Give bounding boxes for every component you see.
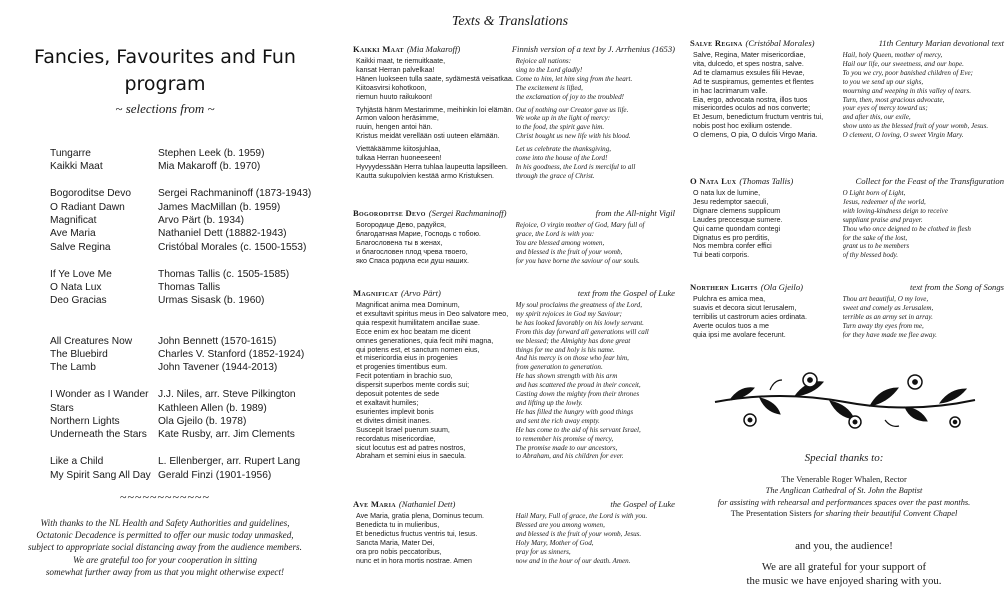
original-line: kansat Herran palvelkaa! — [356, 65, 435, 74]
piece-composer: (Cristóbal Morales) — [745, 38, 815, 48]
original-line: Ave Maria, gratia plena, Dominus tecum. — [356, 512, 485, 520]
original-line: Abraham et semini eius in saecula. — [356, 452, 467, 461]
piece-source: text from the Song of Songs — [910, 282, 1004, 292]
translation-line: Hail, holy Queen, mother of mercy, — [842, 51, 943, 59]
original-line: Kristus meidät verellään osti uuteen elämään. — [356, 132, 500, 141]
work-title: The Bluebird — [50, 349, 108, 361]
translation-line: to remember his promise of mercy, — [515, 434, 614, 443]
original-line: Ad te suspiramus, gementes et flentes — [693, 77, 814, 86]
stanza — [690, 295, 1004, 340]
translation-line: O Light born of Light, — [842, 189, 906, 197]
piece-name: Kaikki Maat — [353, 44, 404, 54]
original-line: Viettäkäämme kiitosjuhlaa, — [356, 145, 441, 154]
translation-line: from generation to generation. — [515, 363, 603, 372]
translation-line: sing to the Lord gladly! — [515, 65, 583, 74]
original-line: O nata lux de lumine, — [693, 189, 761, 197]
piece-source: text from the Gospel of Luke — [577, 288, 675, 298]
original-line: Hänen luokseen tulla saate, sydämestä veisatkaa. — [356, 74, 514, 83]
translation-text — [516, 57, 676, 102]
divider: ~~~~~~~~~~~~ — [120, 490, 210, 504]
translation-line: and has scattered the proud in their conceit, — [515, 381, 641, 390]
piece-name: Salve Regina — [690, 38, 743, 48]
translation-line: The promise made to our ancestors, — [515, 443, 618, 452]
work-title: Northern Lights — [50, 416, 120, 428]
thanks-sisters-line — [680, 508, 1008, 519]
translation-line: mourning and weeping in this valley of tears. — [842, 86, 971, 95]
stanza — [353, 221, 675, 266]
stanza — [690, 51, 1004, 140]
piece-name: Northern Lights — [690, 282, 758, 292]
original-text — [690, 295, 843, 340]
program-row — [50, 361, 311, 374]
piece-source: Collect for the Feast of the Transfiguration — [855, 176, 1004, 186]
translation-line: with loving-kindness deign to receive — [842, 206, 948, 215]
original-text — [690, 51, 843, 140]
translation-line: Let us celebrate the thanksgiving, — [515, 145, 612, 154]
program-row — [50, 402, 311, 415]
translation-text — [843, 189, 1004, 260]
translation-text — [516, 512, 676, 565]
original-line: tulkaa Herran huoneeseen! — [356, 154, 442, 163]
composer-name: Urmas Sisask (b. 1960) — [158, 295, 265, 307]
group-spacer — [50, 321, 311, 334]
texts-title: Texts & Translations — [451, 14, 569, 29]
original-line: Laudes preccesque sumere. — [693, 215, 783, 224]
group-spacer — [50, 442, 311, 455]
composer-name: Kathleen Allen (b. 1989) — [158, 402, 267, 414]
piece-salve-regina — [690, 38, 1004, 144]
translation-line: and sent the rich away empty. — [515, 416, 600, 425]
translation-line: Hail Mary, Full of grace, the Lord is with you. — [515, 512, 648, 520]
original-line: Benedicta tu in mulieribus, — [356, 520, 440, 529]
group-spacer — [50, 308, 311, 321]
original-line: Kautta sukupolvien kestää armo Kristuksen. — [356, 171, 495, 180]
translation-line: suppliant praise and prayer. — [842, 215, 923, 224]
work-title: My Spirit Sang All Day — [50, 469, 151, 481]
translation-line: to the food, the spirit gave him. — [515, 123, 605, 132]
original-line: Hyvyydessään Herra tuhlaa laupeutta lapsilleen. — [356, 162, 508, 171]
program-row — [50, 428, 311, 441]
translation-line: for you have borne the saviour of our souls. — [515, 256, 640, 265]
work-title: Ave Maria — [50, 228, 96, 240]
original-line: recordatus misericordiae, — [356, 434, 436, 443]
translation-line: my spirit rejoices in God my Saviour; — [515, 309, 623, 318]
original-line: O clemens, O pia, O dulcis Virgo Maria. — [693, 131, 818, 140]
translation-line: show unto us the blessed fruit of your womb, Jesus. — [842, 122, 989, 131]
translation-line: Thou art beautiful, O my love, — [842, 295, 929, 303]
original-line: Jesu redemptor saeculi, — [693, 197, 769, 206]
translation-line: Turn away thy eyes from me, — [842, 321, 924, 330]
work-title: Salve Regina — [50, 241, 111, 253]
original-line: terribilis ut castrorum acies ordinata. — [693, 312, 807, 321]
original-line: esurientes implevit bonis — [356, 407, 434, 416]
piece-name: Ave Maria — [353, 499, 396, 509]
translation-line: Rejoice, O virgin mother of God, Mary full of — [515, 221, 645, 229]
group-spacer — [50, 375, 311, 388]
work-title: Tungarre — [50, 148, 91, 159]
piece-header — [353, 208, 675, 219]
original-text — [353, 57, 516, 102]
work-title: Deo Gracias — [50, 295, 107, 307]
original-line: quia ipsi me avolare fecerunt. — [693, 330, 786, 339]
original-line: Ad te clamamus exsules filii Hevae, — [693, 68, 805, 77]
original-line: благодатная Марие, Господь с тобою. — [356, 229, 481, 238]
composer-name: James MacMillan (b. 1959) — [158, 201, 281, 213]
translation-line: grant us to be members — [842, 242, 910, 251]
translation-line: for the sake of the lost, — [842, 233, 908, 242]
original-line: Благословена ты в женах, — [356, 238, 443, 247]
original-line: misericordes oculos ad nos converte; — [693, 104, 811, 113]
original-line: et exaltavit humiles; — [356, 398, 419, 407]
program-row — [50, 187, 311, 200]
translation-line: Holy Mary, Mother of God, — [515, 538, 594, 547]
translation-line: From this day forward all generations will call — [515, 327, 649, 336]
piece-source: 11th Century Marian devotional text — [878, 38, 1004, 48]
translation-line: In his goodness, the Lord is merciful to all — [515, 162, 636, 171]
gratitude-note — [680, 560, 1008, 588]
piece-composer: (Sergei Rachmaninoff) — [428, 208, 507, 218]
piece-source: Finnish version of a text by J. Arrhenius (1653) — [511, 44, 675, 54]
piece-composer: (Arvo Pärt) — [401, 288, 441, 298]
program-row — [50, 388, 311, 401]
translation-line: and blessed is the fruit of your womb, Jesus. — [515, 529, 642, 538]
translation-line: Blessed are you among women, — [515, 520, 605, 529]
original-line: riemun huuto raikukoon! — [356, 92, 433, 101]
original-line: ruuin, hengen antoi hän. — [356, 123, 433, 132]
translation-text — [516, 106, 676, 142]
original-text — [353, 301, 516, 461]
piece-magnificat — [353, 288, 675, 465]
piece-header — [690, 38, 1004, 49]
piece-northern-lights — [690, 282, 1004, 344]
original-line: Dignare clemens supplicum — [693, 206, 781, 215]
composer-name: J.J. Niles, arr. Steve Pilkington — [158, 389, 296, 401]
translation-text — [516, 145, 676, 181]
translation-line: And his mercy is on those who fear him, — [515, 354, 629, 363]
original-line: nunc et in hora mortis nostrae. Amen — [356, 556, 472, 565]
original-line: Et benedictus fructus ventris tui, Iesus. — [356, 529, 478, 538]
translation-line: Hail our life, our sweetness, and our hope. — [842, 59, 964, 68]
piece-name: O Nata Lux — [690, 176, 737, 186]
translation-line: My soul proclaims the greatness of the Lord, — [515, 301, 642, 309]
translation-text — [516, 301, 676, 461]
original-text — [353, 512, 516, 565]
thanks-cathedral-note: for assisting with rehearsal and performances spaces over the past months. — [717, 497, 971, 507]
piece-header — [353, 499, 675, 510]
original-line: Богородице Дево, радуйся, — [356, 221, 446, 229]
stanza — [690, 189, 1004, 260]
group-spacer — [50, 254, 311, 267]
program-row — [50, 294, 311, 307]
piece-source: the Gospel of Luke — [610, 499, 675, 509]
program-row — [50, 335, 311, 348]
piece-header — [690, 282, 1004, 293]
piece-header — [353, 44, 675, 55]
translation-line: Turn, then, most gracious advocate, — [842, 95, 945, 104]
composer-name: Thomas Tallis — [158, 282, 221, 294]
original-line: Nos membra confer effici — [693, 242, 772, 251]
translation-line: Jesus, redeemer of the world, — [842, 197, 926, 206]
original-line: Dignatus es pro perditis, — [693, 233, 770, 242]
original-line: nobis post hoc exilium ostende. — [693, 122, 792, 131]
composer-name: Kate Rusby, arr. Jim Clements — [158, 429, 295, 441]
translation-line: through the grace of Christ. — [515, 171, 595, 180]
work-title: Underneath the Stars — [50, 429, 147, 441]
work-title: Stars — [50, 402, 74, 414]
translation-line: your eyes of mercy toward us; — [842, 104, 928, 113]
original-line: suavis et decora sicut Ierusalem, — [693, 303, 797, 312]
thanks-sisters-note: for sharing their beautiful Convent Chapel — [813, 508, 958, 518]
audience-line: and you, the audience! — [795, 540, 893, 552]
piece-kaikki-maat — [353, 44, 675, 185]
original-text — [353, 106, 516, 142]
original-line: Averte oculos tuos a me — [693, 321, 769, 330]
translation-line: terrible as an army set in array. — [842, 312, 933, 321]
translation-text — [516, 221, 676, 266]
translation-line: and blessed is the fruit of your womb, — [515, 247, 623, 256]
program-row — [50, 160, 311, 173]
thanks-line: somewhat further away from us that you might otherwise expect! — [45, 566, 285, 577]
piece-composer: (Nathaniel Dett) — [398, 499, 456, 509]
program-subtitle: ~ selections from ~ — [115, 101, 215, 116]
original-line: omnes generationes, quia fecit mihi magna, — [356, 336, 494, 345]
original-text — [690, 189, 843, 260]
composer-name: Cristóbal Morales (c. 1500-1553) — [158, 241, 307, 253]
program-list — [50, 147, 311, 482]
stanza — [353, 57, 675, 102]
translation-line: He has come to the aid of his servant Israel, — [515, 425, 641, 434]
original-line: яко Спаса родила еси душ наших. — [356, 256, 470, 265]
translation-line: and lifting up the lowly. — [515, 398, 583, 407]
thanks-sisters: The Presentation Sisters — [730, 508, 812, 518]
translation-line: and after this, our exile, — [842, 113, 911, 122]
program-row — [50, 415, 311, 428]
work-title: I Wonder as I Wander — [50, 389, 149, 401]
piece-composer: (Thomas Tallis) — [739, 176, 794, 186]
translation-text — [843, 295, 1004, 340]
translation-line: of thy blessed body. — [842, 251, 899, 260]
safety-thanks-note — [0, 517, 330, 578]
piece-source: from the All-night Vigil — [595, 208, 675, 218]
translation-line: to you we send up our sighs, — [842, 77, 924, 86]
composer-name: Ola Gjeilo (b. 1978) — [158, 416, 247, 428]
work-title: Like a Child — [50, 456, 104, 468]
original-line: quia respexit humilitatem ancillae suae. — [356, 318, 480, 327]
composer-name: Sergei Rachmaninoff (1873-1943) — [158, 188, 312, 200]
stanza — [353, 145, 675, 181]
gratitude-line1: We are all grateful for your support of — [761, 561, 927, 573]
piece-composer: (Mia Makaroff) — [406, 44, 461, 54]
program-row — [50, 455, 311, 468]
texts-panel — [345, 0, 675, 612]
program-row — [50, 201, 311, 214]
floral-ornament-icon — [710, 360, 980, 440]
original-line: Sancta Maria, Mater Dei, — [356, 538, 435, 547]
translation-line: You are blessed among women, — [515, 238, 605, 247]
translation-line: now and in the hour of our death. Amen. — [515, 556, 631, 565]
translation-line: to Abraham, and his children for ever. — [515, 452, 624, 461]
program-row — [50, 147, 311, 160]
thanks-cathedral: The Anglican Cathedral of St. John the Baptist — [765, 486, 923, 496]
original-text — [353, 145, 516, 181]
stanza — [353, 106, 675, 142]
composer-name: John Bennett (1570-1615) — [158, 335, 277, 347]
work-title: Magnificat — [50, 215, 97, 227]
translation-line: Casting down the mighty from their thrones — [515, 390, 640, 399]
composer-name: John Tavener (1944-2013) — [158, 362, 278, 374]
translation-line: We woke up in the light of mercy: — [515, 114, 611, 123]
translation-line: for they have made me flee away. — [842, 330, 937, 339]
right-panel — [680, 0, 1008, 612]
original-line: sicut locutus est ad patres nostros, — [356, 443, 466, 452]
program-row — [50, 281, 311, 294]
composer-name: Stephen Leek (b. 1959) — [158, 148, 265, 159]
translation-line: Out of nothing our Creator gave us life. — [515, 105, 629, 114]
piece-composer: (Ola Gjeilo) — [760, 282, 803, 292]
thanks-line: subject to appropriate social distancing away from the audience members. — [28, 542, 302, 553]
original-line: Kiitoasvirsi kohotkoon, — [356, 83, 427, 92]
original-line: Eia, ergo, advocata nostra, illos tuos — [693, 95, 808, 104]
program-title-line1: Fancies, Favourites and Fun — [34, 46, 296, 68]
program-row — [50, 227, 311, 240]
piece-ave-maria — [353, 499, 675, 569]
special-thanks-heading: Special thanks to: — [804, 452, 884, 464]
stanza — [353, 512, 675, 565]
stanza — [353, 301, 675, 461]
work-title: If Ye Love Me — [50, 268, 112, 280]
original-line: deposuit potentes de sede — [356, 390, 440, 399]
original-text — [353, 221, 516, 266]
composer-name: Thomas Tallis (c. 1505-1585) — [158, 268, 290, 280]
translation-line: Rejoice all nations: — [515, 57, 572, 65]
original-line: Magnificat anima mea Dominum, — [356, 301, 460, 309]
original-line: Qui carne quondam contegi — [693, 224, 781, 233]
translation-line: pray for us sinners, — [515, 547, 571, 556]
special-thanks-list — [680, 474, 1008, 519]
original-line: Ecce enim ex hoc beatam me dicent — [356, 327, 471, 336]
translation-line: me blessed; the Almighty has done great — [515, 336, 631, 345]
piece-bogoroditse-devo — [353, 208, 675, 270]
translation-line: The excitement is lifted, — [515, 83, 583, 92]
original-line: Kaikki maat, te riemuitkaate, — [356, 57, 446, 65]
program-row — [50, 241, 311, 254]
translation-line: Thou who once deigned to be clothed in flesh — [842, 224, 971, 233]
original-line: vita, dulcedo, et spes nostra, salve. — [693, 59, 804, 68]
thanks-rector: The Venerable Roger Whalen, Rector — [781, 475, 907, 484]
work-title: Kaikki Maat — [50, 161, 103, 173]
original-line: Tui beati corporis. — [693, 251, 750, 260]
thanks-line: Octatonic Decadence is permitted to offer our music today unmasked, — [36, 530, 294, 541]
original-line: et exsultavit spiritus meus in Deo salvatore meo, — [356, 309, 509, 318]
translation-line: the exclamation of joy to the troubled! — [515, 92, 624, 101]
translation-line: To you we cry, poor banished children of Eve; — [842, 68, 974, 77]
original-line: Tyhjästä hänm Mestarimme, meihinkin loi elämän. — [356, 105, 514, 114]
original-line: et misericordia eius in progenies — [356, 354, 458, 363]
original-line: dispersit superbos mente cordis sui; — [356, 381, 470, 390]
original-line: и благословен плод чрева твоего, — [356, 247, 468, 256]
translation-line: things for me and holy is his name. — [515, 345, 615, 354]
translation-line: Christ bought us new life with his blood. — [515, 132, 631, 141]
translation-line: He has shown strength with his arm — [515, 372, 618, 381]
piece-name: Magnificat — [353, 288, 399, 298]
translation-line: he has looked favorably on his lowly servant. — [515, 318, 644, 327]
thanks-line: We are grateful too for your cooperation in sitting — [72, 554, 258, 565]
piece-name: Bogoroditse Devo — [353, 208, 426, 218]
original-line: et progenies timentibus eum. — [356, 363, 448, 372]
translation-line: O clement, O loving, O sweet Virgin Mary. — [842, 131, 964, 140]
program-row — [50, 348, 311, 361]
translation-line: come into the house of the Lord! — [515, 154, 608, 163]
original-line: Suscepit Israel puerum suum, — [356, 425, 450, 434]
translation-text — [843, 51, 1004, 140]
work-title: O Radiant Dawn — [50, 201, 125, 213]
original-line: Armon valoon heräsimme, — [356, 114, 439, 123]
original-line: Salve, Regina, Mater misericordiae, — [693, 51, 806, 59]
work-title: The Lamb — [50, 362, 96, 374]
translation-line: Come to him, let him sing from the heart. — [515, 74, 633, 83]
group-spacer — [50, 174, 311, 187]
composer-name: Gerald Finzi (1901-1956) — [158, 469, 272, 481]
original-line: qui potens est, et sanctum nomen eius, — [356, 345, 480, 354]
translation-line: sweet and comely as Jerusalem, — [842, 303, 934, 312]
original-line: et divites dimisit inanes. — [356, 416, 431, 425]
program-title — [0, 44, 330, 98]
work-title: Bogoroditse Devo — [50, 188, 131, 200]
composer-name: Charles V. Stanford (1852-1924) — [158, 349, 305, 361]
program-row — [50, 469, 311, 482]
program-row — [50, 268, 311, 281]
gratitude-line2: the music we have enjoyed sharing with you. — [746, 575, 942, 587]
work-title: O Nata Lux — [50, 282, 102, 294]
composer-name: Arvo Pärt (b. 1934) — [158, 215, 245, 227]
translation-line: He has filled the hungry with good things — [515, 407, 634, 416]
piece-header — [353, 288, 675, 299]
program-panel — [0, 0, 340, 612]
piece-header — [690, 176, 1004, 187]
original-line: ora pro nobis peccatoribus, — [356, 547, 442, 556]
composer-name: Mia Makaroff (b. 1970) — [158, 161, 261, 173]
composer-name: L. Ellenberger, arr. Rupert Lang — [158, 456, 301, 468]
original-line: Pulchra es amica mea, — [693, 295, 766, 303]
program-row — [50, 214, 311, 227]
thanks-line: With thanks to the NL Health and Safety Authorities and guidelines, — [40, 518, 290, 528]
work-title: All Creatures Now — [50, 335, 133, 347]
translation-line: grace, the Lord is with you: — [515, 229, 595, 238]
original-line: Et Jesum, benedictum fructum ventris tui, — [693, 113, 824, 122]
original-line: Fecit potentiam in brachio suo, — [356, 372, 453, 381]
piece-o-nata-lux — [690, 176, 1004, 264]
program-title-line2: program — [124, 73, 206, 95]
original-line: in hac lacrimarum valle. — [693, 86, 768, 95]
composer-name: Nathaniel Dett (18882-1943) — [158, 228, 287, 240]
